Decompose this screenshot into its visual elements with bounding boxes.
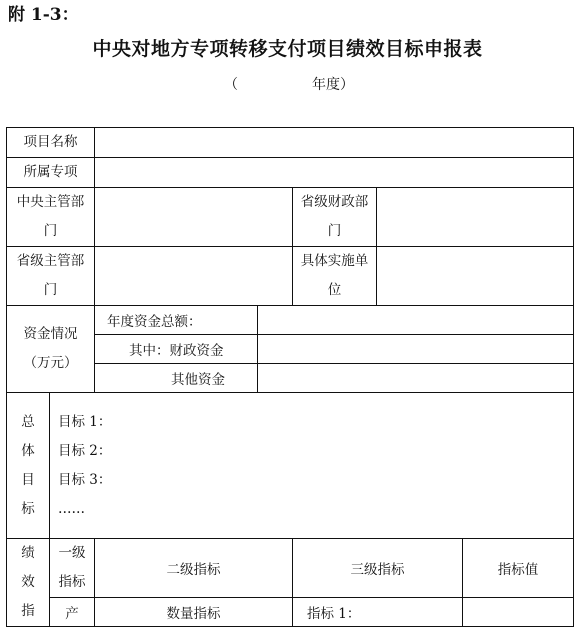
- level2-header: 二级指标: [95, 539, 293, 598]
- goal-3: 目标 3：: [58, 471, 112, 488]
- prov-dept-field[interactable]: [95, 247, 293, 306]
- row-project-name: [7, 128, 574, 158]
- row-funds-total: [7, 306, 574, 335]
- prov-finance-label: 省级财政部 门: [293, 188, 377, 247]
- year-label: 年度）: [312, 77, 354, 93]
- funds-other-label: 其他资金: [95, 364, 258, 393]
- goal-1: 目标 1：: [58, 413, 112, 430]
- form-title: 中央对地方专项转移支付项目绩效目标申报表: [92, 38, 483, 60]
- prov-finance-field[interactable]: [377, 188, 574, 247]
- funds-fiscal-field[interactable]: [258, 335, 574, 364]
- impl-unit-label: 具体实施单 位: [293, 247, 377, 306]
- impl-unit-field[interactable]: [377, 247, 574, 306]
- row-quantity: [7, 598, 574, 627]
- funds-label: 资金情况 （万元）: [7, 306, 95, 393]
- row-overall-goals: [7, 393, 574, 539]
- quantity-indicator: 数量指标: [95, 598, 293, 627]
- goal-ellipsis: ……: [58, 500, 85, 517]
- project-name-label: 项目名称: [7, 128, 95, 158]
- row-special-item: [7, 158, 574, 188]
- central-dept-field[interactable]: [95, 188, 293, 247]
- project-name-field[interactable]: [95, 128, 574, 158]
- overall-goals-field[interactable]: [50, 393, 574, 539]
- attachment-label: 附 1-3：: [8, 5, 79, 25]
- level1-header: 一级 指标: [50, 539, 95, 598]
- row-departments-2: [7, 247, 574, 306]
- funds-fiscal-label: 其中：财政资金: [95, 335, 258, 364]
- performance-indicators-label: 绩 效 指: [7, 539, 50, 627]
- funds-total-field[interactable]: [258, 306, 574, 335]
- special-item-field[interactable]: [95, 158, 574, 188]
- row-departments-1: [7, 188, 574, 247]
- value-header: 指标值: [463, 539, 574, 598]
- indicator-1-value-field[interactable]: [463, 598, 574, 627]
- level3-header: 三级指标: [293, 539, 463, 598]
- funds-other-field[interactable]: [258, 364, 574, 393]
- overall-goals-label: 总 体 目 标: [7, 393, 50, 539]
- row-indicator-header: [7, 539, 574, 598]
- year-open-paren: （: [224, 77, 238, 93]
- indicator-1: 指标 1：: [293, 598, 463, 627]
- funds-total-label: 年度资金总额：: [95, 306, 258, 335]
- special-item-label: 所属专项: [7, 158, 95, 188]
- level1-output: 产: [50, 598, 95, 627]
- performance-form-table: [6, 127, 574, 627]
- central-dept-label: 中央主管部 门: [7, 188, 95, 247]
- goal-2: 目标 2：: [58, 442, 112, 459]
- prov-dept-label: 省级主管部 门: [7, 247, 95, 306]
